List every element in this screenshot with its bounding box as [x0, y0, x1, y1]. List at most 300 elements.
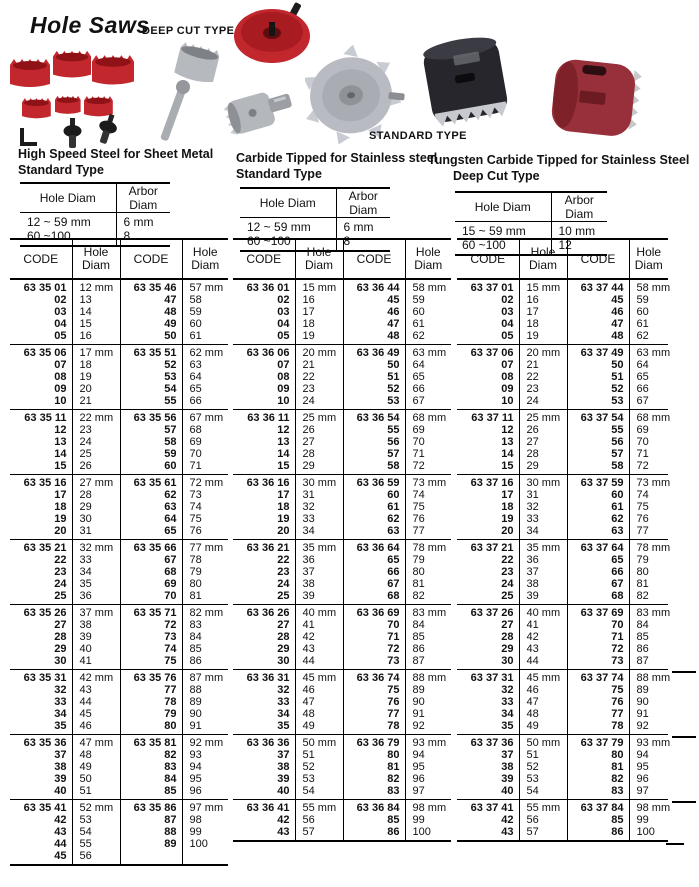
code-cell: 14: [10, 448, 72, 460]
code-cell: 63 36 44: [343, 279, 405, 294]
product-title-line: Carbide Tipped for Stainless steel: [236, 151, 438, 165]
table-row: [233, 489, 451, 501]
code-cell: 27: [233, 619, 295, 631]
hole-diam-cell: 41: [295, 619, 343, 631]
code-cell: 03: [457, 306, 519, 318]
black-hole-saw-image: [418, 32, 516, 138]
hole-diam-cell: 64: [412, 359, 425, 371]
hole-diam-cell: 66: [636, 383, 649, 395]
code-cell: 37: [233, 749, 295, 761]
table-row: [233, 619, 451, 631]
code-cell: 38: [233, 761, 295, 773]
hole-diam-cell: 49: [519, 720, 567, 735]
code-cell: 09: [10, 383, 72, 395]
code-cell: 60: [343, 489, 405, 501]
table-row: [457, 800, 668, 815]
table-row: [10, 838, 228, 850]
hole-diam-cell: 42 mm: [72, 670, 120, 685]
hole-diam-cell: 90: [189, 708, 202, 720]
table-row: [10, 475, 228, 490]
deep-cut-type-label: DEEP CUT TYPE: [142, 25, 235, 37]
code-cell: 40: [457, 785, 519, 800]
code-cell: 04: [10, 318, 72, 330]
table-row: [10, 501, 228, 513]
code-cell: 77: [343, 708, 405, 720]
table-row: [10, 424, 228, 436]
hole-diam-cell: 98 mm: [636, 802, 671, 814]
hole-diam-cell: 40 mm: [295, 605, 343, 620]
hole-diam-cell: 57: [295, 826, 343, 841]
code-cell: 25: [457, 590, 519, 605]
code-cell: 20: [457, 525, 519, 540]
code-cell: 68: [567, 590, 629, 605]
code-cell: 63 36 16: [233, 475, 295, 490]
hole-diam-cell: 75: [636, 501, 649, 513]
code-cell: 63 37 21: [457, 540, 519, 555]
product-title-line: Tungsten Carbide Tipped for Stainless Steel: [428, 153, 690, 167]
code-cell: 62: [343, 513, 405, 525]
hole-diam-cell: 28: [295, 448, 343, 460]
hole-diam-cell: 39: [295, 590, 343, 605]
code-cell: 54: [120, 383, 182, 395]
hole-diam-cell: 92: [636, 720, 649, 732]
hole-diam-cell: 79: [189, 566, 202, 578]
table-row: [10, 436, 228, 448]
hole-diam-cell: 67 mm: [189, 412, 224, 424]
hole-diam-cell: 96: [636, 773, 649, 785]
hole-diam-cell: 30: [72, 513, 120, 525]
code-cell: 86: [567, 826, 629, 841]
code-cell: 39: [233, 773, 295, 785]
table-row: [233, 395, 451, 410]
arbor-diam-cell: 12: [558, 238, 572, 252]
hole-diam-cell: 24: [72, 436, 120, 448]
table-row: [233, 501, 451, 513]
code-group: [233, 735, 451, 800]
hole-diam-cell: 28: [519, 448, 567, 460]
code-cell: 79: [120, 708, 182, 720]
code-group: [10, 279, 228, 345]
code-cell: 45: [567, 294, 629, 306]
code-cell: 35: [233, 720, 295, 735]
hole-diam-cell: 54: [295, 785, 343, 800]
hole-diam-cell: 95: [636, 761, 649, 773]
table-row: [10, 684, 228, 696]
table-row: [457, 448, 668, 460]
code-cell: 63 37 49: [567, 345, 629, 360]
table-row: [233, 696, 451, 708]
hole-diam-cell: 30 mm: [295, 475, 343, 490]
code-cell: 78: [120, 696, 182, 708]
code-cell: 63 36 31: [233, 670, 295, 685]
code-cell: 28: [233, 631, 295, 643]
hole-diam-cell: 20 mm: [295, 345, 343, 360]
code-cell: 72: [120, 619, 182, 631]
hole-diam-cell: 84: [412, 619, 425, 631]
table-row: [233, 761, 451, 773]
hole-diam-cell: 76: [412, 513, 425, 525]
code-cell: 47: [343, 318, 405, 330]
code-cell: 23: [457, 566, 519, 578]
hole-diam-cell: 41: [519, 619, 567, 631]
hole-diam-cell: 25 mm: [519, 410, 567, 425]
code-cell: 39: [457, 773, 519, 785]
hole-diam-cell: 43: [519, 643, 567, 655]
code-cell: 82: [120, 749, 182, 761]
hole-diam-cell: 49: [72, 761, 120, 773]
code-cell: 52: [343, 383, 405, 395]
code-cell: 23: [233, 566, 295, 578]
hole-diam-cell: 15 mm: [519, 279, 567, 294]
table-row: [10, 383, 228, 395]
product-title-hss: [18, 146, 213, 178]
hole-diam-cell: 95: [412, 761, 425, 773]
hole-diam-cell: 50 mm: [519, 735, 567, 750]
table-row: [457, 525, 668, 540]
hole-diam-cell: 71: [189, 460, 202, 472]
code-cell: 63 35 16: [10, 475, 72, 490]
hole-diam-cell: 62: [412, 330, 425, 342]
code-cell: 46: [343, 306, 405, 318]
hole-diam-cell: 32: [295, 501, 343, 513]
hole-diam-cell: 92 mm: [189, 737, 224, 749]
hole-diam-cell: 69: [189, 436, 202, 448]
hole-diam-cell: 38: [72, 619, 120, 631]
hole-diam-cell: 64: [189, 371, 202, 383]
table-row: [457, 318, 668, 330]
code-cell: 63 35 26: [10, 605, 72, 620]
code-cell: 63 35 06: [10, 345, 72, 360]
arbor-diam-cell: 8: [123, 229, 131, 243]
code-group: [457, 800, 671, 842]
code-cell: 63 35 71: [120, 605, 182, 620]
hole-diam-cell: 63 mm: [636, 347, 671, 359]
main-col-header: Hole Diam: [72, 239, 120, 279]
code-cell: 55: [567, 424, 629, 436]
spec-row: [20, 213, 170, 230]
code-cell: 47: [567, 318, 629, 330]
code-cell: 37: [10, 749, 72, 761]
hole-diam-cell: 100: [189, 838, 208, 850]
hole-diam-cell: 83 mm: [412, 607, 447, 619]
hole-diam-cell: 19: [519, 330, 567, 345]
table-row: [457, 410, 668, 425]
table-row: [10, 448, 228, 460]
code-cell: 48: [567, 330, 629, 345]
code-cell: 63 36 21: [233, 540, 295, 555]
hole-diam-cell: 40: [72, 643, 120, 655]
code-cell: 78: [343, 720, 405, 735]
table-row: [10, 655, 228, 670]
code-cell: 63: [567, 525, 629, 540]
hole-diam-cell: 60 ~100: [240, 234, 336, 251]
hole-diam-cell: 35 mm: [295, 540, 343, 555]
hole-diam-cell: 84: [189, 631, 202, 643]
code-cell: 76: [343, 696, 405, 708]
code-cell: 05: [457, 330, 519, 345]
code-cell: 63 36 36: [233, 735, 295, 750]
hole-diam-cell: 93: [189, 749, 202, 761]
hole-diam-cell: 74: [636, 489, 649, 501]
hole-diam-cell: 36: [295, 554, 343, 566]
table-row: [233, 359, 451, 371]
table-row: [457, 306, 668, 318]
hole-diam-cell: 53: [295, 773, 343, 785]
hole-diam-cell: 44: [519, 655, 567, 670]
table-row: [233, 643, 451, 655]
table-row: [457, 294, 668, 306]
code-cell: 57: [343, 448, 405, 460]
hole-diam-cell: 52 mm: [72, 800, 120, 815]
table-row: [233, 826, 451, 841]
hole-diam-cell: 20: [72, 383, 120, 395]
hole-diam-cell: 88 mm: [636, 672, 671, 684]
hole-diam-cell: 39: [72, 631, 120, 643]
hole-diam-cell: 69: [412, 424, 425, 436]
hole-diam-cell: 58 mm: [412, 282, 447, 294]
code-cell: 87: [120, 814, 182, 826]
hole-diam-cell: 88 mm: [412, 672, 447, 684]
code-cell: 48: [120, 306, 182, 318]
code-cell: 60: [120, 460, 182, 475]
hole-diam-cell: 56: [72, 850, 120, 865]
hole-diam-cell: 59: [189, 306, 202, 318]
table-row: [10, 670, 228, 685]
hole-diam-cell: 33: [519, 513, 567, 525]
table-row: [233, 410, 451, 425]
hole-diam-cell: 84: [636, 619, 649, 631]
table-row: [457, 475, 668, 490]
hole-diam-cell: 64: [636, 359, 649, 371]
code-cell: 24: [457, 578, 519, 590]
code-cell: 43: [233, 826, 295, 841]
table-row: [10, 696, 228, 708]
hole-diam-cell: 41: [72, 655, 120, 670]
table-row: [457, 359, 668, 371]
table-row: [457, 460, 668, 475]
table-row: [457, 631, 668, 643]
code-group: [10, 410, 228, 475]
spec-col-header: Hole Diam: [240, 188, 336, 218]
code-cell: 07: [10, 359, 72, 371]
code-cell: 75: [567, 684, 629, 696]
hole-diam-cell: 17: [295, 306, 343, 318]
hole-diam-cell: 45 mm: [519, 670, 567, 685]
code-cell: 13: [233, 436, 295, 448]
hole-diam-cell: 98: [189, 814, 202, 826]
spec-header-row: [455, 192, 607, 222]
code-cell: 63 37 64: [567, 540, 629, 555]
code-cell: 63 37 31: [457, 670, 519, 685]
hex-key-icon: [22, 128, 37, 144]
code-cell: 53: [343, 395, 405, 410]
code-cell: 64: [120, 513, 182, 525]
code-cell: 75: [120, 655, 182, 670]
hole-diam-cell: 43: [72, 684, 120, 696]
code-cell: 03: [10, 306, 72, 318]
table-row: [233, 590, 451, 605]
carbide-hole-saw-image: [220, 84, 300, 150]
code-cell: 09: [233, 383, 295, 395]
code-cell: 63 35 11: [10, 410, 72, 425]
hole-diam-cell: 45 mm: [295, 670, 343, 685]
code-cell: 04: [457, 318, 519, 330]
code-cell: 65: [120, 525, 182, 540]
hole-diam-cell: 40 mm: [519, 605, 567, 620]
hole-diam-cell: 53: [72, 814, 120, 826]
hole-diam-cell: 51: [295, 749, 343, 761]
hole-diam-cell: 74: [412, 489, 425, 501]
hole-diam-cell: 27: [519, 436, 567, 448]
code-cell: 15: [233, 460, 295, 475]
hole-diam-cell: 81: [189, 590, 202, 602]
hole-diam-cell: 90: [636, 696, 649, 708]
spec-col-header: Arbor Diam: [116, 183, 170, 213]
hole-diam-cell: 73 mm: [412, 477, 447, 489]
code-cell: 63 36 59: [343, 475, 405, 490]
code-group: [10, 800, 228, 866]
table-row: [10, 395, 228, 410]
hole-diam-cell: 23: [519, 383, 567, 395]
arbor-diam-cell: 6 mm: [343, 220, 374, 234]
table-row: [10, 749, 228, 761]
hole-diam-cell: 26: [72, 460, 120, 475]
table-row: [457, 424, 668, 436]
hole-diam-cell: 29: [295, 460, 343, 475]
code-cell: 10: [457, 395, 519, 410]
code-cell: 51: [567, 371, 629, 383]
hole-diam-cell: 38: [295, 578, 343, 590]
code-cell: 22: [10, 554, 72, 566]
code-cell: 63 36 06: [233, 345, 295, 360]
code-cell: 63 36 54: [343, 410, 405, 425]
table-row: [10, 773, 228, 785]
code-cell: 66: [567, 566, 629, 578]
hole-diam-cell: 48: [295, 708, 343, 720]
table-row: [233, 735, 451, 750]
hole-diam-cell: 42: [295, 631, 343, 643]
code-cell: 14: [233, 448, 295, 460]
code-cell: 84: [120, 773, 182, 785]
hole-diam-cell: 46: [295, 684, 343, 696]
product-title-carbide: [236, 150, 437, 182]
spec-col-header: Arbor Diam: [336, 188, 390, 218]
code-cell: 27: [10, 619, 72, 631]
table-row: [233, 749, 451, 761]
hole-diam-cell: 26: [519, 424, 567, 436]
code-cell: 63 35 41: [10, 800, 72, 815]
code-cell: 81: [343, 761, 405, 773]
code-cell: 42: [457, 814, 519, 826]
code-cell: 45: [343, 294, 405, 306]
table-row: [233, 371, 451, 383]
hole-diam-cell: 63: [189, 359, 202, 371]
hole-diam-cell: 18: [519, 318, 567, 330]
table-row: [10, 850, 228, 865]
code-table-hss: [10, 238, 228, 866]
code-group: [457, 475, 671, 540]
table-row: [10, 489, 228, 501]
code-cell: 10: [10, 395, 72, 410]
spec-row: [240, 218, 390, 235]
table-row: [233, 448, 451, 460]
arbor-image: [64, 118, 82, 148]
hole-diam-cell: 74: [189, 501, 202, 513]
hole-diam-cell: 77: [412, 525, 425, 537]
code-cell: 24: [233, 578, 295, 590]
hole-diam-cell: 60: [189, 318, 202, 330]
table-row: [457, 826, 668, 841]
hole-diam-cell: 32: [519, 501, 567, 513]
code-cell: 24: [10, 578, 72, 590]
code-cell: 08: [233, 371, 295, 383]
table-row: [10, 566, 228, 578]
table-row: [233, 436, 451, 448]
table-row: [233, 540, 451, 555]
hole-diam-cell: 12 ~ 59 mm: [20, 213, 116, 230]
code-group: [233, 345, 451, 410]
hole-diam-cell: 72: [636, 460, 649, 472]
code-cell: 63 36 84: [343, 800, 405, 815]
hole-diam-cell: 52: [295, 761, 343, 773]
code-cell: 73: [567, 655, 629, 670]
code-cell: 13: [10, 436, 72, 448]
table-row: [10, 306, 228, 318]
table-row: [457, 436, 668, 448]
code-tables: [10, 238, 671, 866]
hole-diam-cell: 82: [636, 590, 649, 602]
table-row: [10, 554, 228, 566]
hole-diam-cell: 54: [72, 826, 120, 838]
product-title-line: Deep Cut Type: [453, 169, 540, 183]
table-row: [10, 359, 228, 371]
code-cell: 63 36 11: [233, 410, 295, 425]
table-row: [457, 696, 668, 708]
table-row: [233, 773, 451, 785]
table-row: [233, 513, 451, 525]
hole-diam-cell: 76: [189, 525, 202, 537]
spec-col-header: Hole Diam: [20, 183, 116, 213]
code-cell: 37: [457, 749, 519, 761]
table-row: [233, 566, 451, 578]
product-title-tungsten: [428, 152, 689, 184]
code-cell: 63 36 74: [343, 670, 405, 685]
code-cell: 56: [343, 436, 405, 448]
code-cell: 65: [567, 554, 629, 566]
hole-diam-cell: 57: [519, 826, 567, 841]
table-row: [457, 643, 668, 655]
code-cell: 68: [120, 566, 182, 578]
hole-diam-cell: 47: [295, 696, 343, 708]
hole-diam-cell: 85: [636, 631, 649, 643]
code-cell: 12: [233, 424, 295, 436]
code-cell: 62: [567, 513, 629, 525]
table-row: [233, 554, 451, 566]
code-cell: 63 35 51: [120, 345, 182, 360]
code-cell: 13: [457, 436, 519, 448]
code-cell: 08: [10, 371, 72, 383]
table-row: [457, 330, 668, 345]
code-cell: 70: [567, 619, 629, 631]
table-row: [233, 800, 451, 815]
table-row: [10, 578, 228, 590]
hole-diam-cell: 85: [189, 643, 202, 655]
code-cell: 49: [120, 318, 182, 330]
hole-diam-cell: 87 mm: [189, 672, 224, 684]
table-row: [457, 279, 668, 294]
hole-diam-cell: 35: [72, 578, 120, 590]
hole-diam-cell: 54: [519, 785, 567, 800]
